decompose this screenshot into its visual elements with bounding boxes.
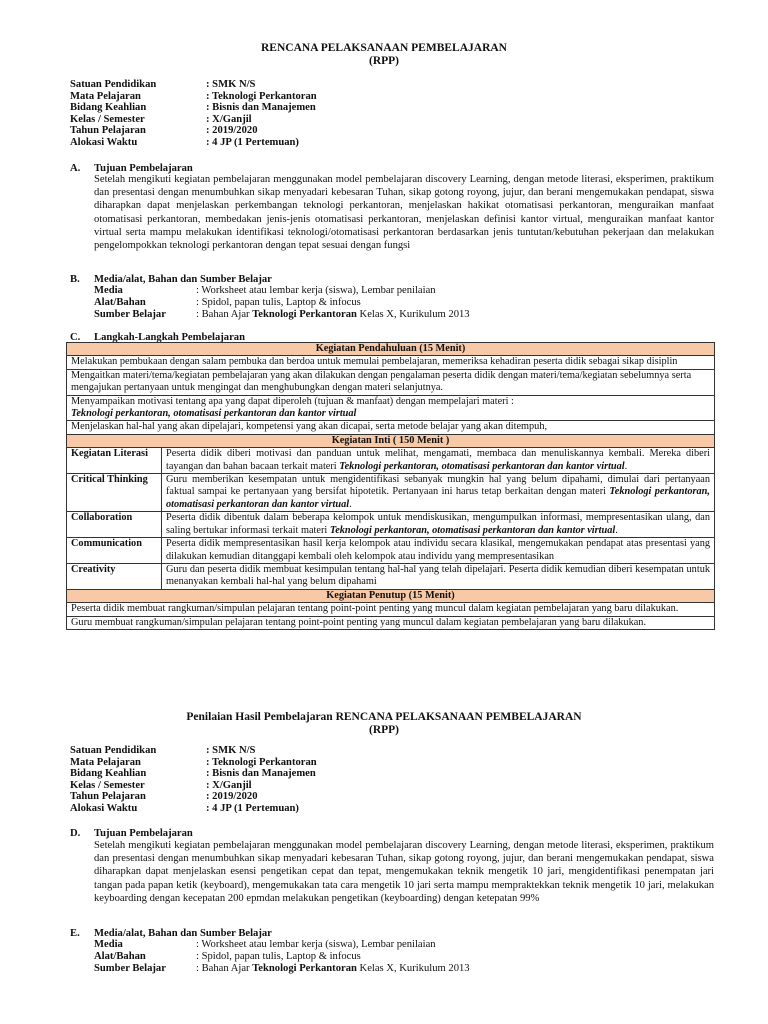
- identity-label: Satuan Pendidikan: [70, 745, 157, 756]
- doc-title: RENCANA PELAKSANAAN PEMBELAJARAN: [261, 42, 507, 54]
- identity-value: : 2019/2020: [206, 125, 258, 137]
- identity-label: Kelas / Semester: [70, 113, 145, 125]
- identity-block-2: [70, 745, 317, 815]
- learning-steps-table: [66, 342, 715, 630]
- identity-value: : X/Ganjil: [206, 113, 252, 125]
- pendahuluan-header: Kegiatan Pendahuluan (15 Menit): [67, 343, 715, 356]
- activity-text: Peserta didik dibentuk dalam beberapa kelompok untuk mendiskusikan, mengumpulkan informasi, mempresentasikan ulang, dan saling bertukar informasi terkait materi Teknologi perkantoran, otomatisasi perkantoran dan kantor virtual.: [162, 512, 715, 538]
- doc2-title: Penilaian Hasil Pembelajaran RENCANA PELAKSANAAN PEMBELAJARAN: [186, 711, 582, 723]
- identity-label: Satuan Pendidikan: [70, 79, 157, 90]
- table-row: Menjelaskan hal-hal yang akan dipelajari, kompetensi yang akan dicapai, serta metode belajar yang akan ditempuh,: [67, 421, 715, 434]
- identity-label: Bidang Keahlian: [70, 768, 147, 780]
- inti-header: Kegiatan Inti ( 150 Menit ): [67, 434, 715, 447]
- table-row: [67, 563, 715, 589]
- section-b-list: Media : Worksheet atau lembar kerja (siswa), Lembar penilaian Alat/Bahan : Spidol, papan tulis, Laptop & infocus Sumber Belajar : Bahan Ajar Teknologi Perkantoran Kelas X, Kurikulum 2013: [94, 285, 470, 320]
- identity-value: : Bisnis dan Manajemen: [206, 102, 316, 114]
- section-a-heading: A. Tujuan Pembelajaran: [70, 163, 193, 174]
- section-c-heading: C. Langkah-Langkah Pembelajaran: [70, 332, 245, 343]
- activity-label: Collaboration: [67, 512, 162, 538]
- identity-label: Mata Pelajaran: [70, 756, 141, 768]
- section-a-text: Setelah mengikuti kegiatan pembelajaran menggunakan model pembelajaran discovery Learning, dengan metode literasi, eksperimen, praktikum dan presentasi dengan menumbuhkan sikap menyadari kebesaran Tuhan, sikap gotong royong, jujur, dan berani mengemukakan pendapat, siswa diharapkan dapat menjelaskan perkembangan teknologi perkantoran, menjelaskan hakikat otomatisasi perkantoran, menguraikan manfaat otomatisasi perkantoran, membedakan jenis-jenis otomatisasi perkantoran, menjelaskan definisi kantor virtual, menguraikan manfaat kantor virtual serta mampu melakukan identifikasi teknologi/otomatisasi perkantoran berdasarkan jenis tuntutan/kebutuhan pekerjaan dan melakukan pengelompokkan teknologi perkantoran dengan tepat sesuai dengan fungsi: [94, 174, 714, 252]
- doc-subtitle: (RPP): [368, 55, 399, 67]
- identity-block: [70, 79, 317, 149]
- identity-label: Kelas / Semester: [70, 779, 145, 791]
- activity-text: Peserta didik diberi motivasi dan panduan untuk melihat, mengamati, membaca dan menuliskannya kembali. Mereka diberi tayangan dan bahan bacaan terkait materi Teknologi perkantoran, otomatisasi perkantoran dan kantor virtual.: [162, 448, 715, 474]
- identity-value: : 2019/2020: [206, 791, 258, 803]
- section-e-heading: E. Media/alat, Bahan dan Sumber Belajar: [70, 928, 272, 939]
- activity-text: Guru dan peserta didik membuat kesimpulan tentang hal-hal yang telah dipelajari. Peserta didik kemudian diberi kesempatan untuk menanyakan kembali hal-hal yang belum dipahami: [162, 563, 715, 589]
- table-row: Melakukan pembukaan dengan salam pembuka dan berdoa untuk memulai pembelajaran, memeriksa kehadiran peserta didik sebagai sikap disiplin: [67, 356, 715, 369]
- activity-label: Communication: [67, 538, 162, 564]
- identity-value: : 4 JP (1 Pertemuan): [206, 136, 299, 148]
- identity-value: : Teknologi Perkantoran: [206, 756, 317, 768]
- table-row: [67, 474, 715, 512]
- table-row: Peserta didik membuat rangkuman/simpulan pelajaran tentang point-point penting yang muncul dalam kegiatan pembelajaran yang baru dilakukan.: [67, 603, 715, 616]
- identity-value: : SMK N/S: [206, 79, 256, 90]
- identity-label: Bidang Keahlian: [70, 102, 147, 114]
- table-row: [67, 448, 715, 474]
- identity-label: Mata Pelajaran: [70, 90, 141, 102]
- section-d-text: Setelah mengikuti kegiatan pembelajaran menggunakan model pembelajaran discovery Learning, dengan metode literasi, eksperimen, praktikum dan presentasi dengan menumbuhkan sikap menyadari kebesaran Tuhan, sikap gotong royong, jujur, dan berani mengemukakan pendapat, siswa diharapkan dapat menjelaskan esensi pengetikan cepat dan tepat, mengemukakan teknik mengetik 10 jari, mengidentifikasi penempatan jari tangan pada papan ketik (keyboard), mengemukakan tata cara mengetik 10 jari serta mampu mempraktekkan teknik mengetik 10 jari, melakukan keyboarding dengan kecepatan 200 epmdan melakukan pengetikan (keyboarding) dengan ketepatan 99%: [94, 840, 714, 904]
- identity-label: Alokasi Waktu: [70, 802, 138, 814]
- identity-value: : Teknologi Perkantoran: [206, 90, 317, 102]
- table-row: [67, 512, 715, 538]
- table-row: Menyampaikan motivasi tentang apa yang dapat diperoleh (tujuan & manfaat) dengan mempelajari materi : Teknologi perkantoran, otomatisasi perkantoran dan kantor virtual: [67, 395, 715, 421]
- table-row: Mengaitkan materi/tema/kegiatan pembelajaran yang akan dilakukan dengan pengalaman peserta didik dengan materi/tema/kegiatan sebelumnya serta mengajukan pertanyaan untuk mengingat dan menghubungkan dengan materi selanjutnya.: [67, 369, 715, 395]
- table-row: [67, 538, 715, 564]
- section-d-heading: D. Tujuan Pembelajaran: [70, 828, 193, 839]
- activity-text: Peserta didik mempresentasikan hasil kerja kelompok atau individu secara klasikal, mengemukakan pendapat atas presentasi yang dilakukan kemudian ditanggapi kembali oleh kelompok atau individu yang mempresentasikan: [162, 538, 715, 564]
- penutup-header: Kegiatan Penutup (15 Menit): [67, 589, 715, 602]
- identity-value: : Bisnis dan Manajemen: [206, 768, 316, 780]
- section-b-heading: B. Media/alat, Bahan dan Sumber Belajar: [70, 274, 272, 285]
- table-row: Guru membuat rangkuman/simpulan pelajaran tentang point-point penting yang muncul dalam kegiatan pembelajaran yang baru dilakukan.: [67, 616, 715, 629]
- activity-text: Guru memberikan kesempatan untuk mengidentifikasi sebanyak mungkin hal yang belum dipahami, dimulai dari pertanyaan faktual sampai ke pertanyaan yang bersifat hipotetik. Pertanyaan ini harus tetap berkaitan dengan materi Teknologi perkantoran, otomatisasi perkantoran dan kantor virtual.: [162, 474, 715, 512]
- doc2-subtitle: (RPP): [368, 724, 399, 736]
- identity-value: : X/Ganjil: [206, 779, 252, 791]
- identity-label: Tahun Pelajaran: [70, 791, 146, 803]
- identity-label: Tahun Pelajaran: [70, 125, 146, 137]
- identity-value: : 4 JP (1 Pertemuan): [206, 802, 299, 814]
- activity-label: Kegiatan Literasi: [67, 448, 162, 474]
- identity-label: Alokasi Waktu: [70, 136, 138, 148]
- section-e-list: Media : Worksheet atau lembar kerja (siswa), Lembar penilaian Alat/Bahan : Spidol, papan tulis, Laptop & infocus Sumber Belajar : Bahan Ajar Teknologi Perkantoran Kelas X, Kurikulum 2013: [94, 939, 470, 974]
- identity-value: : SMK N/S: [206, 745, 256, 756]
- activity-label: Creativity: [67, 563, 162, 589]
- activity-label: Critical Thinking: [67, 474, 162, 512]
